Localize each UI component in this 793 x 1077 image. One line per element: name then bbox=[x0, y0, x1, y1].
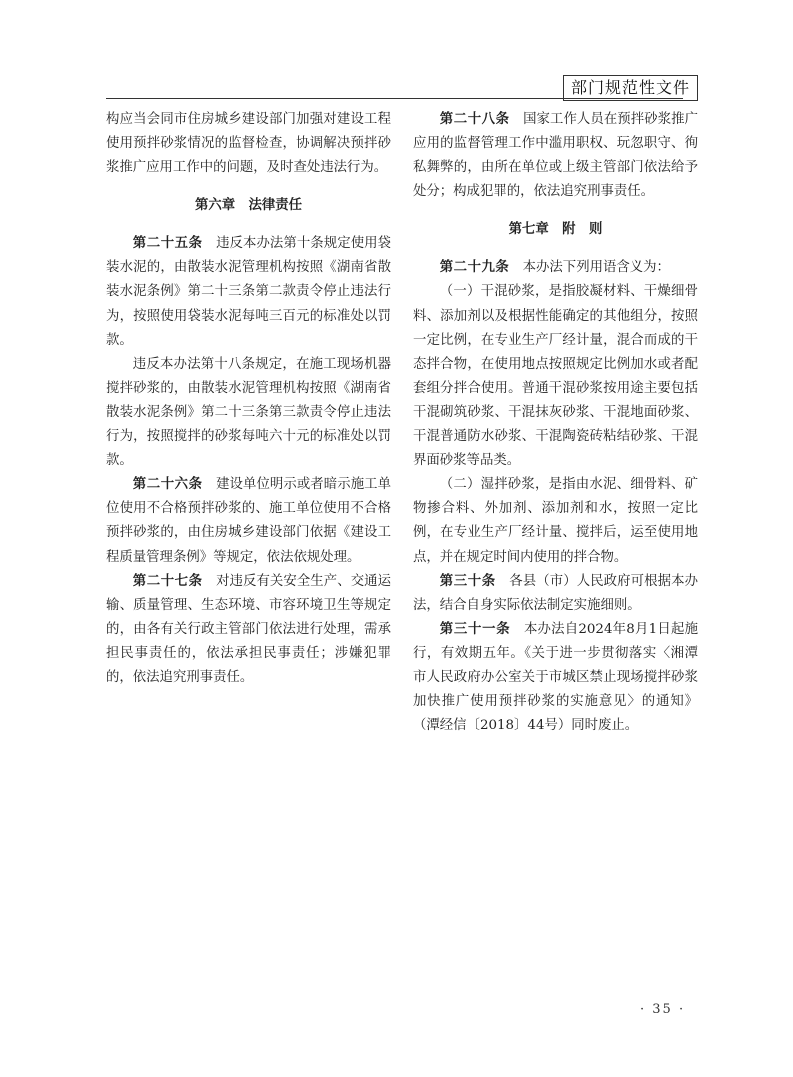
chapter6-title: 第六章 法律责任 bbox=[194, 198, 303, 214]
article-29-label: 第二十九条 bbox=[439, 260, 510, 276]
article-25-label: 第二十五条 bbox=[132, 236, 203, 252]
article-28-label: 第二十八条 bbox=[439, 112, 510, 127]
article-29-text: 本办法下列用语含义为： bbox=[509, 260, 670, 276]
header-rule bbox=[106, 98, 683, 99]
article-26 bbox=[106, 473, 391, 569]
article-25-para2: 违反本办法第十八条规定，在施工现场机器搅拌砂浆的，由散装水泥管理机构按照《湖南省散装水泥条例》第二十三条第三款责令停止违法行为，按照搅拌的砂浆每吨六十元的标准处以罚款。 bbox=[106, 356, 391, 469]
article-30-label: 第三十条 bbox=[439, 573, 496, 589]
article-27-text: 对违反有关安全生产、交通运输、质量管理、生态环境、市容环境卫生等规定的，由各有关行政主管部门依法进行处理，需承担民事责任的，依法承担民事责任；涉嫌犯罪的，依法追究刑事责任。 bbox=[106, 573, 392, 685]
intro-paragraph: 构应当会同市住房城乡建设部门加强对建设工程使用预拌砂浆情况的监督检查，协调解决预拌砂浆推广应用工作中的问题，及时查处违法行为。 bbox=[106, 112, 391, 176]
article-29-item1: （一）干混砂浆，是指胶凝材料、干燥细骨料、添加剂以及根据性能确定的其他组分，按照一定比例，在专业生产厂经计量，混合而成的干态拌合物，在使用地点按照规定比例加水或者配套组分拌合使用。普通干混砂浆按用途主要包括干混砌筑砂浆、干混抹灰砂浆、干混地面砂浆、干混普通防水砂浆、干混陶瓷砖粘结砂浆、干混界面砂浆等品类。 bbox=[413, 284, 698, 469]
article-29-item2: （二）湿拌砂浆，是指由水泥、细骨料、矿物掺合料、外加剂、添加剂和水，按照一定比例，在专业生产厂经计量、搅拌后，运至使用地点，并在规定时间内使用的拌合物。 bbox=[413, 477, 698, 565]
article-31-label: 第三十一条 bbox=[439, 621, 511, 637]
chapter7-title: 第七章 附 则 bbox=[508, 222, 603, 238]
article-31-text: 本办法自2024年8月1日起施行，有效期五年。《关于进一步贯彻落实〈湘潭市人民政府办公室关于市城区禁止现场搅拌砂浆加快推广使用预拌砂浆的实施意见〉的通知》（潭经信〔2018〕44号）同时废止。 bbox=[413, 621, 698, 734]
article-30-text: 各县（市）人民政府可根据本办法，结合自身实际依法制定实施细则。 bbox=[413, 573, 699, 613]
article-26-text: 建设单位明示或者暗示施工单位使用不合格预拌砂浆的、施工单位使用不合格预拌砂浆的，由住房城乡建设部门依据《建设工程质量管理条例》等规定，依法依规处理。 bbox=[106, 477, 392, 565]
article-25-text: 违反本办法第十条规定使用袋装水泥的，由散装水泥管理机构按照《湖南省散装水泥条例》第二十三条第二款责令停止违法行为，按照使用袋装水泥每吨三百元的标准处以罚款。 bbox=[106, 236, 392, 348]
article-26-label: 第二十六条 bbox=[132, 477, 203, 493]
left-column bbox=[106, 108, 391, 690]
article-30 bbox=[413, 570, 698, 618]
article-27 bbox=[106, 570, 391, 690]
article-27-label: 第二十七条 bbox=[132, 573, 203, 589]
article-29 bbox=[413, 256, 698, 280]
right-column bbox=[413, 108, 698, 738]
page-number: · 35 · bbox=[640, 1002, 686, 1017]
section-tag: 部门规范性文件 bbox=[563, 75, 698, 101]
article-31 bbox=[413, 618, 698, 738]
article-25 bbox=[106, 232, 391, 352]
article-28 bbox=[413, 108, 698, 204]
article-28-text: 国家工作人员在预拌砂浆推广应用的监督管理工作中滥用职权、玩忽职守、徇私舞弊的，由所在单位或上级主管部门依法给予处分；构成犯罪的，依法追究刑事责任。 bbox=[413, 112, 699, 200]
